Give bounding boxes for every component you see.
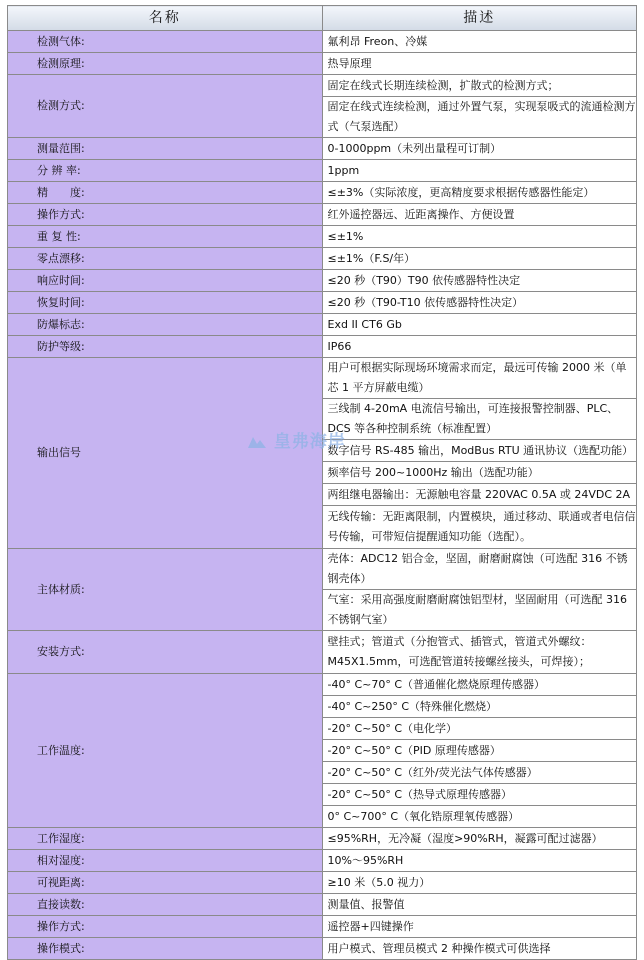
- row-label: 防护等级:: [8, 336, 323, 358]
- row-value: 频率信号 200~1000Hz 输出（选配功能）: [322, 462, 637, 484]
- table-row: [8, 138, 637, 160]
- table-row: [8, 894, 637, 916]
- row-value: -20° C~50° C（红外/荧光法气体传感器）: [322, 762, 637, 784]
- row-label: 相对湿度:: [8, 850, 323, 872]
- row-value: 壁挂式；管道式（分抱管式、插管式，管道式外螺纹：M45X1.5mm，可选配管道转接螺丝接头，可焊接）；: [322, 631, 637, 674]
- table-row: [8, 204, 637, 226]
- row-value: 两组继电器输出：无源触电容量 220VAC 0.5A 或 24VDC 2A: [322, 484, 637, 506]
- row-value: 遥控器+四键操作: [322, 916, 637, 938]
- row-label: 恢复时间:: [8, 292, 323, 314]
- row-label: 响应时间:: [8, 270, 323, 292]
- row-value: 气室：采用高强度耐磨耐腐蚀铝型材，坚固耐用（可选配 316 不锈钢气室）: [322, 590, 637, 631]
- row-label: 精 度:: [8, 182, 323, 204]
- row-label: 操作方式:: [8, 916, 323, 938]
- row-value: 红外遥控器远、近距离操作、方便设置: [322, 204, 637, 226]
- table-row: [8, 674, 637, 696]
- row-label: 操作方式:: [8, 204, 323, 226]
- table-row: [8, 850, 637, 872]
- row-value: ≤95%RH，无冷凝（湿度>90%RH，凝露可配过滤器）: [322, 828, 637, 850]
- table-row: [8, 916, 637, 938]
- row-value: 氟利昂 Freon、冷媒: [322, 31, 637, 53]
- table-row: [8, 248, 637, 270]
- table-row: [8, 160, 637, 182]
- row-value: ≤±1%: [322, 226, 637, 248]
- table-row: [8, 549, 637, 590]
- row-value: 10%～95%RH: [322, 850, 637, 872]
- table-row: [8, 292, 637, 314]
- spec-table-container: [7, 5, 637, 960]
- spec-table: [7, 5, 637, 960]
- row-label: 主体材质:: [8, 549, 323, 631]
- row-value: 壳体：ADC12 铝合金，坚固，耐磨耐腐蚀（可选配 316 不锈钢壳体）: [322, 549, 637, 590]
- row-label: 重 复 性:: [8, 226, 323, 248]
- table-row: [8, 631, 637, 674]
- table-row: [8, 270, 637, 292]
- table-row: [8, 314, 637, 336]
- table-row: [8, 358, 637, 399]
- row-value: 用户模式、管理员模式 2 种操作模式可供选择: [322, 938, 637, 960]
- row-label: 操作模式:: [8, 938, 323, 960]
- row-value: ≥10 米（5.0 视力）: [322, 872, 637, 894]
- row-label: 检测气体:: [8, 31, 323, 53]
- row-value: ≤20 秒（T90-T10 依传感器特性决定）: [322, 292, 637, 314]
- table-header-row: [8, 6, 637, 31]
- row-value: 无线传输：无距离限制，内置模块，通过移动、联通或者电信信号传输，可带短信提醒通知功能（选配）。: [322, 506, 637, 549]
- table-row: [8, 872, 637, 894]
- row-value: 热导原理: [322, 53, 637, 75]
- table-row: [8, 31, 637, 53]
- row-value: ≤20 秒（T90）T90 依传感器特性决定: [322, 270, 637, 292]
- table-row: [8, 75, 637, 97]
- row-label: 输出信号: [8, 358, 323, 549]
- row-value: 用户可根据实际现场环境需求而定，最远可传输 2000 米（单芯 1 平方屏蔽电缆）: [322, 358, 637, 399]
- table-row: [8, 182, 637, 204]
- header-name: 名称: [8, 6, 323, 31]
- row-label: 分 辨 率:: [8, 160, 323, 182]
- row-value: 0-1000ppm（未列出量程可订制）: [322, 138, 637, 160]
- row-label: 检测方式:: [8, 75, 323, 138]
- table-row: [8, 336, 637, 358]
- row-label: 工作湿度:: [8, 828, 323, 850]
- row-value: 0° C~700° C（氧化锆原理氧传感器）: [322, 806, 637, 828]
- row-value: -20° C~50° C（热导式原理传感器）: [322, 784, 637, 806]
- row-value: 固定在线式长期连续检测，扩散式的检测方式；: [322, 75, 637, 97]
- row-value: 测量值、报警值: [322, 894, 637, 916]
- table-row: [8, 226, 637, 248]
- table-row: [8, 53, 637, 75]
- table-row: [8, 938, 637, 960]
- row-label: 工作温度:: [8, 674, 323, 828]
- row-value: 三线制 4-20mA 电流信号输出，可连接报警控制器、PLC、DCS 等各种控制系统（标准配置）: [322, 399, 637, 440]
- row-label: 检测原理:: [8, 53, 323, 75]
- row-value: 数字信号 RS-485 输出，ModBus RTU 通讯协议（选配功能）: [322, 440, 637, 462]
- row-label: 防爆标志:: [8, 314, 323, 336]
- row-value: -20° C~50° C（PID 原理传感器）: [322, 740, 637, 762]
- row-label: 直接读数:: [8, 894, 323, 916]
- row-label: 零点漂移:: [8, 248, 323, 270]
- row-value: -40° C~250° C（特殊催化燃烧）: [322, 696, 637, 718]
- row-label: 安装方式:: [8, 631, 323, 674]
- watermark-text: 皇弗海岸: [273, 432, 346, 452]
- row-label: 测量范围:: [8, 138, 323, 160]
- row-value: 固定在线式连续检测，通过外置气泵，实现泵吸式的流通检测方式（气泵选配）: [322, 97, 637, 138]
- row-label: 可视距离:: [8, 872, 323, 894]
- row-value: ≤±1%（F.S/年）: [322, 248, 637, 270]
- row-value: Exd II CT6 Gb: [322, 314, 637, 336]
- row-value: 1ppm: [322, 160, 637, 182]
- row-value: -40° C~70° C（普通催化燃烧原理传感器）: [322, 674, 637, 696]
- row-value: IP66: [322, 336, 637, 358]
- row-value: ≤±3%（实际浓度，更高精度要求根据传感器性能定）: [322, 182, 637, 204]
- header-description: 描述: [322, 6, 637, 31]
- table-row: [8, 828, 637, 850]
- row-value: -20° C~50° C（电化学）: [322, 718, 637, 740]
